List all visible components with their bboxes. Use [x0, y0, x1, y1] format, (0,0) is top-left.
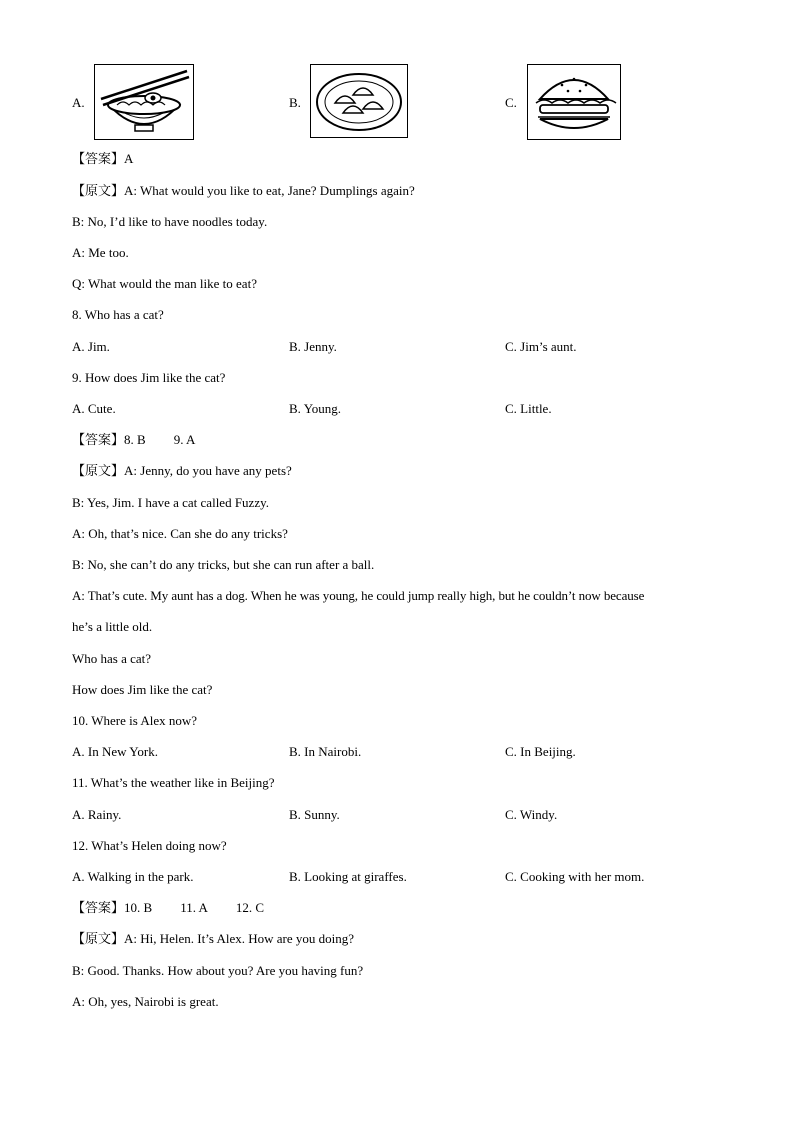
script-line: A: Oh, that’s nice. Can she do any tricks? [72, 526, 288, 541]
dumplings-plate-icon [310, 64, 408, 138]
q9-option-a: A. Cute. [72, 401, 116, 416]
script-tag: 【原文】 [72, 932, 125, 947]
answer-tag: 【答案】 [72, 152, 125, 167]
script-line: Who has a cat? [72, 651, 152, 666]
noodle-bowl-icon [94, 64, 194, 140]
hamburger-icon [527, 64, 621, 140]
q11-option-a: A. Rainy. [72, 807, 122, 822]
question-8: 8. Who has a cat? [72, 307, 164, 322]
q9-option-c: C. Little. [505, 401, 552, 416]
script-line: Q: What would the man like to eat? [72, 276, 257, 291]
script-line: A: Me too. [72, 245, 129, 260]
script-line [72, 931, 354, 948]
q12-option-c: C. Cooking with her mom. [505, 869, 645, 884]
script-line: B: No, she can’t do any tricks, but she can run after a ball. [72, 557, 375, 572]
question-11: 11. What’s the weather like in Beijing? [72, 775, 275, 790]
option-c-label: C. [505, 95, 517, 110]
answer-tag: 【答案】 [72, 901, 125, 916]
script-text: A: What would you like to eat, Jane? Dumplings again? [124, 183, 415, 198]
script-text: A: Jenny, do you have any pets? [124, 463, 292, 478]
script-line: How does Jim like the cat? [72, 682, 213, 697]
question-12: 12. What’s Helen doing now? [72, 838, 227, 853]
script-text: A: Hi, Helen. It’s Alex. How are you doing? [124, 931, 354, 946]
script-tag: 【原文】 [72, 184, 125, 199]
q8-option-b: B. Jenny. [289, 339, 337, 354]
script-line: he’s a little old. [72, 619, 153, 634]
option-b-label: B. [289, 95, 301, 110]
script-tag: 【原文】 [72, 464, 125, 479]
script-line: B: Yes, Jim. I have a cat called Fuzzy. [72, 495, 269, 510]
script-line: A: Oh, yes, Nairobi is great. [72, 994, 219, 1009]
script-line: B: Good. Thanks. How about you? Are you having fun? [72, 963, 364, 978]
q12-option-a: A. Walking in the park. [72, 869, 194, 884]
q11-option-c: C. Windy. [505, 807, 558, 822]
answer-line-q8-9 [72, 432, 195, 449]
q11-option-b: B. Sunny. [289, 807, 340, 822]
answer-value: 11. A [180, 900, 208, 915]
script-line-q7-1 [72, 183, 415, 200]
q10-option-b: B. In Nairobi. [289, 744, 362, 759]
q8-option-a: A. Jim. [72, 339, 110, 354]
q10-option-c: C. In Beijing. [505, 744, 576, 759]
question-9: 9. How does Jim like the cat? [72, 370, 226, 385]
script-line: B: No, I’d like to have noodles today. [72, 214, 268, 229]
script-line: A: That’s cute. My aunt has a dog. When he was young, he could jump really high, but he couldn’t now because [72, 588, 645, 603]
answer-line-q10-12 [72, 900, 264, 917]
answer-value: 8. B [124, 432, 146, 447]
question-10: 10. Where is Alex now? [72, 713, 198, 728]
answer-value: 9. A [173, 432, 196, 447]
option-a-label: A. [72, 95, 85, 110]
q9-option-b: B. Young. [289, 401, 342, 416]
answer-value: 12. C [235, 900, 265, 915]
q12-option-b: B. Looking at giraffes. [289, 869, 407, 884]
answer-value: A [124, 151, 134, 166]
answer-tag: 【答案】 [72, 433, 125, 448]
answer-line-q7 [72, 151, 133, 168]
q10-option-a: A. In New York. [72, 744, 158, 759]
answer-value: 10. B [124, 900, 153, 915]
script-line [72, 463, 292, 480]
q8-option-c: C. Jim’s aunt. [505, 339, 577, 354]
